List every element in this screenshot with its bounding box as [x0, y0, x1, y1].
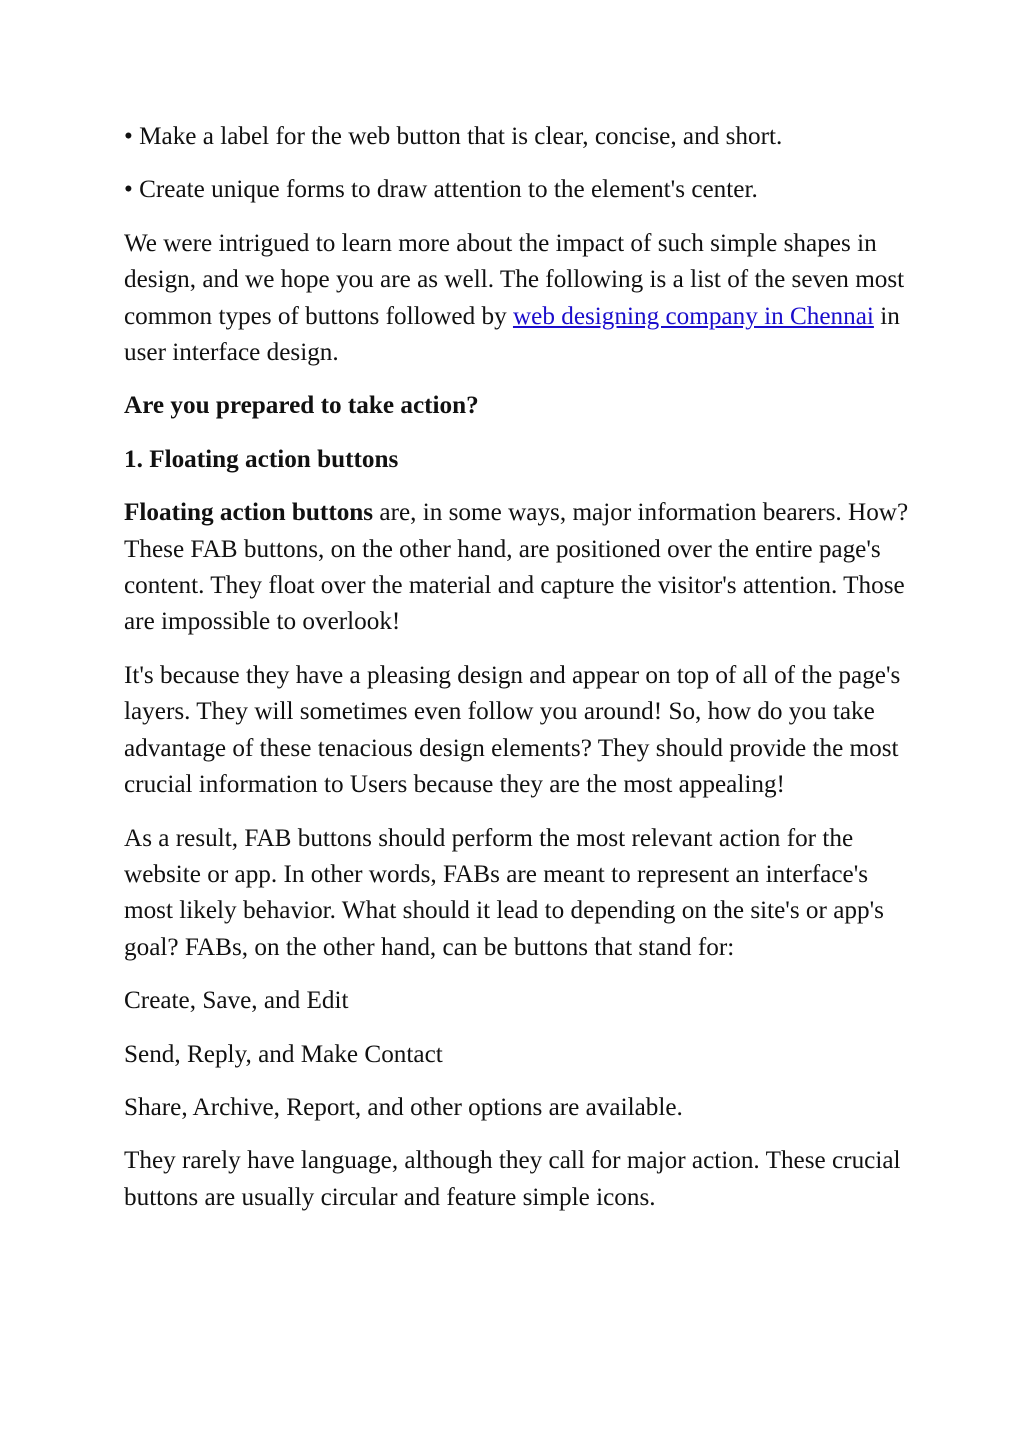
bullet-unique-forms-tip: • Create unique forms to draw attention to the element's center.	[124, 176, 758, 204]
fab-paragraph-2: It's because they have a pleasing design and appear on top of all of the page's layers. They will sometimes even follow you around! So, how do you take advantage of these tenacious design elements? They should provide the most crucial information to Users because they are the most appealing!	[124, 661, 901, 799]
intro-text-after-link: in user interface design.	[124, 302, 900, 367]
list-line-send-reply-contact: Send, Reply, and Make Contact	[124, 1040, 443, 1068]
list-line-create-save-edit: Create, Save, and Edit	[124, 987, 349, 1015]
web-designing-company-link[interactable]: web designing company in Chennai	[512, 302, 874, 330]
heading-take-action: Are you prepared to take action?	[124, 392, 479, 420]
intro-text-before-link: We were intrigued to learn more about the impact of such simple shapes in design, and we hope you are as well. The following is a list of the seven most common types of buttons followed by	[124, 229, 905, 330]
fab-bold-lead: Floating action buttons	[124, 499, 374, 527]
document-page	[124, 119, 914, 1233]
fab-paragraph-1	[124, 495, 914, 641]
fab-paragraph-3: As a result, FAB buttons should perform the most relevant action for the website or app. In other words, FABs are meant to represent an interface's most likely behavior. What should it lead to depending on the site's or app's goal? FABs, on the other hand, can be buttons that stand for:	[124, 824, 884, 961]
fab-paragraph-1-text: are, in some ways, major information bearers. How? These FAB buttons, on the other hand, are positioned over the entire page's content. They float over the material and capture the visitor's attention. Those are impossible to overlook!	[124, 499, 909, 636]
closing-paragraph: They rarely have language, although they call for major action. These crucial buttons are usually circular and feature simple icons.	[124, 1147, 901, 1211]
intro-paragraph	[124, 226, 914, 372]
list-line-share-archive-report: Share, Archive, Report, and other options are available.	[124, 1093, 683, 1121]
bullet-label-tip: • Make a label for the web button that is clear, concise, and short.	[124, 123, 783, 150]
heading-floating-action-buttons: 1. Floating action buttons	[124, 445, 399, 473]
